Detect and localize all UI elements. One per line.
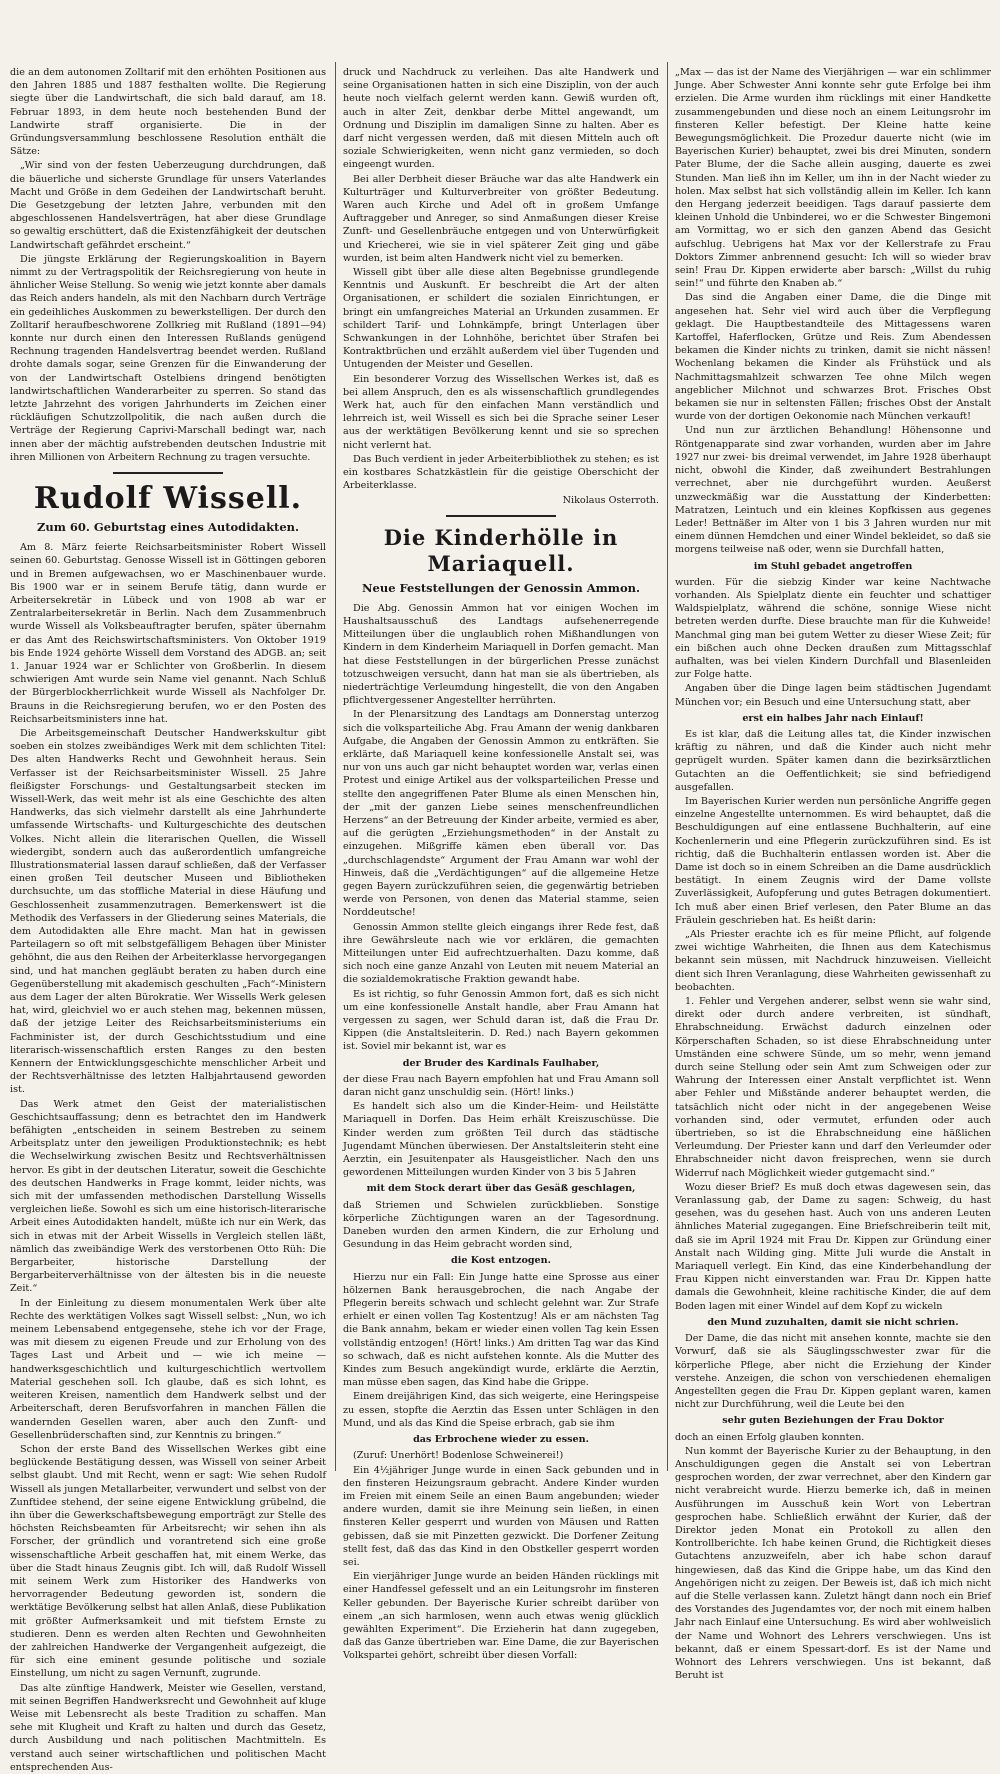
paragraph: Der Dame, die das nicht mit ansehen konnte, machte sie den Vorwurf, daß sie als Säuglingsschwester zwar für die körperliche Pflege, aber nicht die Erziehung der Kinder verstehe. Anzeigen, die schon von verschiedenen ehemaligen Angestellten gegen die Frau Dr. Kippen geplant waren, kamen nicht zur Durchführung, weil die Leute bei den bbox=[675, 1333, 991, 1411]
paragraph: Die Abg. Genossin Ammon hat vor einigen Wochen im Haushaltsausschuß des Landtags aufsehenerregende Mitteilungen über die unglaublich rohen Mißhandlungen von Kindern in dem Kinderheim Mariaquell in Dorfen gemacht. Man hat diese Feststellungen in der bürgerlichen Presse zunächst totzuschweigen versucht, dann hat man sie als übertrieben, als niederträchtige Verleumdung hingestellt, die von den Angaben pflichtvergessener Angestellter herrührten. bbox=[343, 602, 659, 707]
paragraph: Das Werk atmet den Geist der materialistischen Geschichtsauffassung; denn es betrachtet den im Handwerk befähigten „entscheiden in seinem Bestreben zu seinem Arbeitsplatz unter den jeweiligen Produktionstechnik; es hebt die Wechselwirkung zwischen Besitz und Rechtsverhältnissen hervor. Es gibt in der deutschen Literatur, soweit die Geschichte des deutschen Handwerks in Frage kommt, leider nichts, was sich mit der umfassenden methodischen Darstellung Wissells vergleichen ließe. Sowohl es sich um eine historisch-literarische Arbeit eines Autodidakten handelt, müßte ich nur ein Werk, das sich in etwas mit der Arbeit Wissells in Vergleich stellen läßt, nämlich das zweibändige Werk des verstorbenen Otto Rüh: Die Bergarbeiter, historische Darstellung der Bergarbeiterverhältnisse von der ältesten bis in die neueste Zeit.“ bbox=[10, 1098, 326, 1295]
paragraph: In der Plenarsitzung des Landtags am Donnerstag unterzog sich die volksparteiliche Abg. Frau Amann der wenig dankbaren Aufgabe, die Angaben der Genossin Ammon zu entkräften. Sie erklärte, daß Mariaquell keine konfessionelle Anstalt sei, was nur von uns auch gar nicht behauptet worden war, verlas einen Protest und einige Artikel aus der volksparteilichen Presse und stellte den angegriffenen Pater Blume als einen Menschen hin, der „mit der ganzen Liebe seines menschenfreundlichen Herzens“ an der Betreuung der Kinder arbeite, vermied es aber, auf die gerügten „Erziehungsmethoden“ in der Anstalt zu einzugehen. Mißgriffe kämen eben überall vor. Das „durchschlagendste“ Argument der Frau Amann war wohl der Hinweis, daß die „Verdächtigungen“ auf die allgemeine Hetze gegen Bayern zurückzuführen seien, die gegenwärtig betrieben werde von Personen, von denen das Material stamme, seien Norddeutsche! bbox=[343, 709, 659, 919]
paragraph: Ein 4½jähriger Junge wurde in einen Sack gebunden und in den finsteren Heizungsraum gebracht. Andere Kinder wurden im Freien mit einem Seile an einen Baum angebunden; wieder andere wurden, damit sie ihre Meinung sein ließen, in einen finsteren Keller gesperrt und wurden von Mäusen und Ratten gebissen, daß sie mit Pinzetten gezwickt. Die Dorfener Zeitung stellt fest, daß das das Kind in den Obstkeller gesperrt worden sei. bbox=[343, 1464, 659, 1568]
paragraph: „Als Priester erachte ich es für meine Pflicht, auf folgende zwei wichtige Wahrheiten, die Ihnen aus dem Katechismus bekannt sein müssen, mit Nachdruck hinzuweisen. Vielleicht dient sich Ihren Veranlagung, diese Wahrheiten gewissenhaft zu beobachten. bbox=[675, 929, 991, 993]
article-headline: Die Kinderhölle in Mariaquell. bbox=[383, 524, 619, 576]
divider bbox=[113, 472, 223, 474]
article-subheadline: Zum 60. Geburtstag eines Autodidakten. bbox=[36, 520, 300, 535]
paragraph: Die Arbeitsgemeinschaft Deutscher Handwerkskultur gibt soeben ein stolzes zweibändiges Werk mit dem schlichten Titel: Des alten Handwerks Recht und Gewohnheit heraus. Sein Verfasser ist der Reichsarbeitsminister Wissell. 25 Jahre fleißigster Forschungs- und Gestaltungsarbeit stecken im Wissell-Werk, das weit mehr ist als eine Geschichte des alten Handwerks, das sich vielmehr darstellt als eine Jahrhunderte umfassende Wirtschafts- und Kulturgeschichte des deutschen Volkes. Nicht allein die literarischen Quellen, die Wissell wiedergibt, sondern auch das außerordentlich umfangreiche Illustrationsmaterial lassen darauf schließen, daß der Verfasser einen großen Teil deutscher Museen und Bibliotheken durchsuchte, um das stoffliche Material in diese Häufung und Geschlossenheit zusammenzutragen. Bemerkenswert ist die Methodik des Verfassers in der Gliederung seines Materials, die dem Autodidakten alle Ehre macht. Man hat in gewissen Parteilagern so oft mit selbstgefälligem Behagen über Minister gehöhnt, die aus den Reihen der Arbeiterklasse hervorgegangen sind, und hat manchen gegläubt beraten zu haben durch eine Gegenüberstellung mit akademisch geschulten „Fach“-Ministern aus dem Lager der alten Bürokratie. Wer Wissells Werk gelesen hat, wird, gleichviel wo er auch stehen mag, bekennen müssen, daß der jetzige Leiter des Reichsarbeitsministeriums ein Fachminister ist, der durch Geschichtsstudium und eine literarisch-wissenschaftlich ersten Ranges zu den besten Kennern der Entwicklungsgeschichte menschlicher Arbeit und der Rechtsverhältnisse des letzten Halbjahrtausend geworden ist. bbox=[10, 727, 326, 1096]
paragraph: der diese Frau nach Bayern empfohlen hat und Frau Amann soll daran nicht ganz unschuldig sein. (Hört! links.) bbox=[343, 1073, 659, 1099]
column-rule-2 bbox=[667, 62, 668, 1471]
paragraph: die an dem autonomen Zolltarif mit den erhöhten Positionen aus den Jahren 1885 und 1887 festhalten wollte. Die Regierung siegte über die Landwirtschaft, die sich bald darauf, am 18. Februar 1893, in dem heute noch bestehenden Bund der Landwirte straff organisierte. Die in der Gründungsversammlung beschlossene Resolution enthält die Sätze: bbox=[10, 67, 326, 158]
paragraph: 1. Fehler und Vergehen anderer, selbst wenn sie wahr sind, direkt oder durch andere verbreiten, ist sündhaft, Ehrabschneidung. Erwächst dadurch einzelnen oder Körperschaften Schaden, so ist diese Ehrabschneidung unter Umständen eine schwere Sünde, um so mehr, wenn jemand durch seine Stellung oder sein Amt zum Schweigen oder zur Wahrung der Interessen einer Anstalt verpflichtet ist. Wenn aber Fehler und Mißstände anderer behauptet werden, die tatsächlich nicht oder nicht in der angegebenen Weise vorhanden sind, oder vermutet, erfunden oder auch übertrieben, so ist die Ehrabschneidung eine häßlichen Verleumdung. Der Priester kann und darf den Verleumder oder Ehrabschneider nicht davon freisprechen, wenn sie durch Widerruf nach Möglichkeit wieder gutgemacht sind.“ bbox=[675, 996, 991, 1179]
paragraph: Genossin Ammon stellte gleich eingangs ihrer Rede fest, daß ihre Gewährsleute nach wie vor erklären, die gemachten Mitteilungen unter Eid aufrechtzuerhalten. Dazu komme, daß sich noch eine ganze Anzahl von Leuten mit neuem Material an die sozialdemokratische Fraktion gewandt habe. bbox=[343, 921, 659, 986]
paragraph: Das alte zünftige Handwerk, Meister wie Gesellen, verstand, mit seinen Begriffen Handwerksrecht und Gewohnheit auf kluge Weise mit Lebensrecht als beste Tradition zu schaffen. Man sehe mit Klugheit und Kraft zu halten und durch das Gesetz, durch Ausbildung und nach politischen Machtmitteln. Es verstand auch seiner wirtschaftlichen und politischen Macht entsprechenden Aus- bbox=[10, 1682, 326, 1773]
article-headline: Rudolf Wissell. bbox=[33, 481, 303, 517]
paragraph: Es ist richtig, so fuhr Genossin Ammon fort, daß es sich nicht um eine konfessionelle Anstalt handle, aber Frau Amann hat vergessen zu sagen, wer Schuld daran ist, daß die Frau Dr. Kippen (die Anstaltsleiterin. D. Red.) nach Bayern gekommen ist. Soviel mir bekannt ist, war es bbox=[343, 988, 659, 1053]
paragraph: druck und Nachdruck zu verleihen. Das alte Handwerk und seine Organisationen hatten in sich eine Disziplin, von der auch heute noch vielfach gelernt werden kann. Gewiß wurden oft, auch in alter Zeit, denkbar derbe Mittel angewandt, um Ordnung und Disziplin im damaligen Sinne zu halten. Aber es darf nicht vergessen werden, daß mit diesen Mitteln auch oft soziale Schwierigkeiten, wenn nicht ganz vermieden, so doch eingeengt wurden. bbox=[343, 67, 659, 171]
paragraph: Das sind die Angaben einer Dame, die die Dinge mit angesehen hat. Sehr viel wird auch über die Verpflegung geklagt. Die Hauptbestandteile des Mittagessens waren Kartoffel, Haferflocken, Grütze und Reis. Zum Abendessen bekamen die Kinder nichts zu trinken, damit sie nicht nässen! Wochenlang bekamen die Kinder als Frühstück und als Nachmittagsmahlzeit schwarzen Tee ohne Milch wegen angeblicher Milchnot und schwarzes Brot. Frisches Obst bekamen sie nur in seltensten Fällen; frisches Obst der Anstalt wurde von der dortigen Oekonomie nach München verkauft! bbox=[675, 292, 991, 423]
paragraph: Wozu dieser Brief? Es muß doch etwas dagewesen sein, das Veranlassung gab, der Dame zu sagen: Schweig, du hast gesehen, was du gesehen hast. Auch von uns anderen Leuten ähnliches Material zugegangen. Eine Briefschreiberin teilt mit, daß sie im April 1924 mit Frau Dr. Kippen zur Gründung einer Anstalt nach Wilding ging. Mitte Juli wurde die Anstalt in Mariaquell verlegt. Ein Kind, das eine Kinderbehandlung der Frau Kippen nicht einverstanden war. Frau Dr. Kippen hatte damals die Gewohnheit, kleine rachitische Kinder, die auf dem Boden lagen mit einer Windel auf dem Kopf zu wickeln bbox=[675, 1181, 991, 1312]
paragraph: Wissell gibt über alle diese alten Begebnisse grundlegende Kenntnis und Auskunft. Er beschreibt die Art der alten Organisationen, er schildert die sozialen Einrichtungen, er bringt ein umfangreiches Material an Urkunden zusammen. Er schildert Tarif- und Lohnkämpfe, bringt Unterlagen über Schwankungen in der Lohnhöhe, berichtet über Strafen bei Kontraktbrüchen und erzählt außerdem viel über Tugenden und Untugenden der Meister und Gesellen. bbox=[343, 267, 659, 371]
divider bbox=[446, 515, 556, 517]
paragraph: „Max — das ist der Name des Vierjährigen — war ein schlimmer Junge. Aber Schwester Anni konnte sehr gute Erfolge bei ihm erzielen. Die Arme wurden ihm rücklings mit einer Handkette zusammengebunden und diese noch an einem Leitungsrohr im finsteren Keller befestigt. Der Kleine hatte keine Bewegungsmöglichkeit. Die Prozedur dauerte nicht (wie im Bayerischen Kurier) behauptet, zwei bis drei Minuten, sondern Pater Blume, der die Sache allein ausging, dauerte es zwei Stunden. Man ließ ihn im Keller, um ihn in der Nacht wieder zu holen. Max selbst hat sich vollständig allein im Keller. Ich kann den Hergang jederzeit beeidigen. Tags darauf passierte dem kleinen Unhold die Unbinderei, wo er die Schwester Bingemoni am Vormittag, wo er sich den ganzen Abend das Gesicht aufschlug. Uebrigens hat Max vor der Kellerstrafe zu Frau Doktors Zimmer anbrennend gesucht: Ich will so wieder brav sein! Frau Dr. Kippen erwiderte aber barsch: „Willst du ruhig sein!“ und führte den Knaben ab.“ bbox=[675, 67, 991, 290]
paragraph: Ein besonderer Vorzug des Wissellschen Werkes ist, daß es bei allem Anspruch, den es als wissenschaftlich grundlegendes Werk hat, auch für den einfachen Mann verständlich und lehrreich ist, weil Wissell es sich bei die Sprache seiner Leser aus der werktätigen Bevölkerung kennt und sie so sprechen nicht verlernt hat. bbox=[343, 373, 659, 451]
column-3 bbox=[675, 66, 992, 1682]
emphasis-line: erst ein halbes Jahr nach Einlauf! bbox=[742, 712, 924, 724]
paragraph: doch an einen Erfolg glauben konnten. bbox=[675, 1431, 865, 1443]
paragraph: daß Striemen und Schwielen zurückblieben. Sonstige körperliche Züchtigungen waren an der Tagesordnung. Daneben wurden den armen Kindern, die zur Erholung und Gesundung in das Heim gebracht worden sind, bbox=[343, 1199, 659, 1251]
paragraph: „Wir sind von der festen Ueberzeugung durchdrungen, daß die bäuerliche und sicherste Grundlage für unsers Vaterlandes Macht und Größe in dem Gedeihen der Landwirtschaft beruht. Die Gesetzgebung der letzten Jahre, verbunden mit den abgeschlossenen Handelsverträgen, hat aber diese Grundlage so gewaltig erschüttert, daß die Existenzfähigkeit der deutschen Landwirtschaft gefährdet erscheint.“ bbox=[10, 160, 326, 251]
emphasis-line: die Kost entzogen. bbox=[451, 1255, 551, 1267]
paragraph: Einem dreijährigen Kind, das sich weigerte, eine Heringspeise zu essen, stopfte die Aerztin das Essen unter Schlägen in den Mund, und als das Kind die Speise erbrach, gab sie ihm bbox=[343, 1391, 659, 1429]
emphasis-line: der Bruder des Kardinals Faulhaber, bbox=[402, 1057, 600, 1069]
paragraph: Bei aller Derbheit dieser Bräuche war das alte Handwerk ein Kulturträger und Kulturverbreiter von größter Bedeutung. Waren auch Kirche und Adel oft in großem Umfange Auftraggeber und Anreger, so sind Anmaßungen dieser Kreise Zunft- und Gesellenbräuche entgegen und von Unterwürfigkeit und Kriecherei, wie sie in viel späterer Zeit ging und gäbe wurden, ist beim alten Handwerk nicht viel zu bemerken. bbox=[343, 173, 659, 264]
paragraph: wurden. Für die siebzig Kinder war keine Nachtwache vorhanden. Als Spielplatz diente ein feuchter und schattiger Waldspielplatz, während die schöne, sonnige Wiese nicht betreten werden durfte. Diese brauchte man für die Kuhweide! Manchmal ging man bei gutem Wetter zu dieser Wiese Zeit; für ein bißchen auch ohne Decken draußen zum Mittagsschlaf aufhalten, was bei vielen Kindern Durchfall und Blasenleiden zur Folge hatte. bbox=[675, 576, 991, 681]
paragraph: Hierzu nur ein Fall: Ein Junge hatte eine Sprosse aus einer hölzernen Bank herausgebrochen, die nach Angabe der Pflegerin bereits schwach und schlecht gelehnt war. Zur Strafe erhielt er einen vollen Tag Kostentzug! Als er am nächsten Tag die Bank annahm, bekam er wieder einen vollen Tag kein Essen vollständig entzogen! (Hört! links.) Am dritten Tag war das Kind so schwach, daß es nicht aufstehen konnte. Als die Mutter des Kindes zum Besuch angekündigt wurde, erklärte die Aerztin, man müsse eben sagen, das Kind habe die Grippe. bbox=[343, 1271, 659, 1389]
paragraph: Die jüngste Erklärung der Regierungskoalition in Bayern nimmt zu der Vertragspolitik der Reichsregierung von heute in ähnlicher Weise Stellung. So wenig wie jetzt konnte aber damals das Reich anders handeln, als mit den Nachbarn durch Verträge ein gedeihliches Auskommen zu bewerkstelligen. Der durch den Zolltarif heraufbeschworene Zollkrieg mit Rußland (1891—94) konnte nur durch einen den Interessen Rußlands genügend Rechnung tragenden Handelsvertrag beendet werden. Rußland drohte damals sogar, seine Grenzen für die Einwanderung der von der Landwirtschaft Ostelbiens dringend benötigten landwirtschaftlichen Wanderarbeiter zu sperren. So stand das letzte Jahrzehnt des vorigen Jahrhunderts im Zeichen einer rückläufigen Schutzzollpolitik, die nach außen durch die Verträge der Regierung Caprivi-Marschall bedingt war, nach innen aber der mächtig aufstrebenden deutschen Industrie mit ihren Millionen von Arbeitern Rechnung zu tragen versuchte. bbox=[10, 253, 326, 463]
emphasis-line: mit dem Stock derart über das Gesäß geschlagen, bbox=[366, 1183, 636, 1195]
paragraph: Im Bayerischen Kurier werden nun persönliche Angriffe gegen einzelne Angestellte unternommen. Es wird behauptet, daß die Beschuldigungen auf eine entlassene Buchhalterin, auf eine Kochenlernerin und eine Pflegerin zurückzuführen sind. Es ist richtig, daß die Buchhalterin entlassen worden ist. Aber die Dame ist doch so in einem Schreiben an die Dame ausdrücklich bestätigt. In einem Zeugnis wird der Dame vollste Zuverlässigkeit, Aufopferung und gutes Betragen dokumentiert. Ich muß aber einen Brief verlesen, den Pater Blume an das Fräulein geschrieben hat. Es heißt darin: bbox=[675, 795, 992, 926]
paragraph: Das Buch verdient in jeder Arbeiterbibliothek zu stehen; es ist ein kostbares Schatzkästlein für die geistige Oberschicht der Arbeiterklasse. bbox=[343, 453, 659, 492]
emphasis-line: im Stuhl gebadet angetroffen bbox=[753, 560, 913, 572]
paragraph: In der Einleitung zu diesem monumentalen Werk über alte Rechte des werktätigen Volkes sagt Wissell selbst: „Nun, wo ich meinem Lebensabend entgegensehe, stehe ich vor der Frage, was mit diesem zu eigenen Freude und zur Erholung von des Tages Last und Arbeit und — wie ich meine — handwerksgeschichtlich und kulturgeschichtlich wertvollem Material geschehen soll. Ich glaube, daß es sich lohnt, es weiteren Kreisen, namentlich dem Handwerk selbst und der Arbeiterschaft, deren Berufsvorfahren in manchen Fällen die wandernden Gesellen waren, aber auch den Zunft- und Gesellenbrüderschaften sind, zur Kenntnis zu bringen.“ bbox=[10, 1297, 326, 1441]
emphasis-line: das Erbrochene wieder zu essen. bbox=[413, 1434, 589, 1446]
paragraph: Angaben über die Dinge lagen beim städtischen Jugendamt München vor; ein Besuch und eine Untersuchung statt, aber bbox=[675, 683, 991, 708]
column-rule-1 bbox=[335, 62, 336, 1471]
paragraph: Ein vierjähriger Junge wurde an beiden Händen rücklings mit einer Handfessel gefesselt und an ein Leitungsrohr im finsteren Keller gebunden. Der Bayerische Kurier schreibt darüber von einem „an sich harmlosen, wenn auch etwas wenig glücklich gewählten Experiment“. Die Erzieherin hat dann zugegeben, daß das Ganze übertrieben war. Eine Dame, die zur Bayerischen Volkspartei gehört, schreibt über diesen Vorfall: bbox=[343, 1571, 659, 1662]
signature: Nikolaus Osterroth. bbox=[562, 494, 659, 506]
paragraph: Es ist klar, daß die Leitung alles tat, die Kinder inzwischen kräftig zu nähren, und daß die Kinder auch nicht mehr geprügelt wurden. Später kamen dann die bezirksärztlichen Gutachten an die Oeffentlichkeit; sie sind befriedigend ausgefallen. bbox=[675, 728, 991, 793]
paragraph: Es handelt sich also um die Kinder-Heim- und Heilstätte Mariaquell in Dorfen. Das Heim erhält Kreiszuschüsse. Die Kinder werden zum größten Teil durch das städtische Jugendamt München überwiesen. Der Anstaltsleiterin steht eine Aerztin, ein Jesuitenpater als Hausgeistlicher. Nach den uns gewordenen Mitteilungen wurden Kinder von 3 bis 5 Jahren bbox=[343, 1101, 659, 1179]
column-2 bbox=[343, 66, 659, 1662]
paragraph: Schon der erste Band des Wissellschen Werkes gibt eine beglückende Bestätigung dessen, was Wissell von seiner Arbeit selbst glaubt. Und mit Recht, wenn er sagt: Wie sehen Rudolf Wissell als jungen Metallarbeiter, verwundert und selbst von der Zunftidee stehend, der seine eigene Entwicklung grübelnd, die ihn über die Gewerkschaftsbewegung emporträgt zur Stelle des höchsten Reichsbeamten für Arbeitsrecht; wir sehen ihn als Forscher, der gründlich und vorantretend sich eine große wissenschaftliche Arbeit geschaffen hat, mit einem Werke, das über die Stadt hinaus Zeugnis gibt. Ich will, daß Rudolf Wissell mit seinem Werk zum Historiker des Handwerks von hervorragender Bedeutung geworden ist, sondern die werktätige Bevölkerung selbst hat allen Anlaß, diese Publikation mit größter Aufmerksamkeit und mit tiefstem Ernste zu studieren. Denn es werden alten Rechten und Gewohnheiten der zahlreichen Handwerke der Vergangenheit aufgezeigt, die für sich eine eminent gesunde politische und soziale Einstellung, um nicht zu sagen Vernunft, zugrunde. bbox=[10, 1443, 326, 1680]
paragraph: (Zuruf: Unerhört! Bodenlose Schweinerei!) bbox=[353, 1450, 564, 1462]
paragraph: Am 8. März feierte Reichsarbeitsminister Robert Wissell seinen 60. Geburtstag. Genosse Wissell ist in Göttingen geboren und in Bremen aufgewachsen, wo er Maschinenbauer wurde. Bis 1900 war er in seinem Berufe tätig, dann wurde er Arbeitersekretär in Lübeck und von 1908 ab war er Zentralarbeitersekretär in Berlin. Nach dem Zusammenbruch wurde Wissell als Volksbeauftragter berufen, später übernahm er das Amt des Reichswirtschaftsministers. Von Oktober 1919 bis Ende 1924 gehörte Wissell dem Vorstand des ADGB. an; seit 1. Januar 1924 war er Schlichter von Großberlin. In diesem schwierigen Amt wurde sein Name viel genannt. Nach Schluß der Bürgerblockherrlichkeit wurde Wissell als Nachfolger Dr. Brauns in die Reichsregierung berufen, wo er den Posten des Reichsarbeitsministers inne hat. bbox=[10, 542, 326, 725]
paragraph: Und nun zur ärztlichen Behandlung! Höhensonne und Röntgenapparate sind zwar vorhanden, wurden aber im Jahre 1927 nur zwei- bis dreimal verwendet, im Jahre 1928 überhaupt nicht, obwohl die Kinder, daß zweihundert Bestrahlungen verrechnet, aber nie durchgeführt wurden. Aeußerst unzweckmäßig war die Ausstattung der Kinderbetten: Matratzen, Leintuch und ein kleines Kopfkissen aus gegenes Leder! Bettnäßer im Alter von 1 bis 3 Jahren wurden nur mit einem dünnen Hemdchen und einer Windel bekleidet, so daß sie morgens teilweise naß oder, wenn sie Durchfall hatten, bbox=[675, 425, 991, 556]
paragraph: Nun kommt der Bayerische Kurier zu der Behauptung, in den Anschuldigungen gegen die Anstalt sei von Lebertran gesprochen worden, der zwar verrechnet, aber den Kindern gar nicht verabreicht wurde. Hierzu bemerke ich, daß in meinen Ausführungen im Ausschuß kein Wort von Lebertran gesprochen habe. Schließlich erwähnt der Kurier, daß der Direktor jeden Monat ein Protokoll zu allen den Kontrollberichte. Ich habe keinen Grund, die Richtigkeit dieses Gutachtens anzuzweifeln, aber ich habe schon darauf hingewiesen, daß das Kind die Grippe habe, um das Kind den Angehörigen nicht zu zeigen. Der Beweis ist, daß ich mich nicht auf die Stelle verlassen kann. Zuletzt hängt dann noch ein Brief des Vorstandes des Jugendamtes vor, der noch mit einem halben Jahr nach Einlauf eine Untersuchung. Es wird aber wohlweislich der Name und Wohnort des Lehrers verschwiegen. Uns ist bekannt, daß er einem Spessart-dorf. Es ist der Name und Wohnort des Lehrers verschwiegen. Uns ist bekannt, daß Beruht ist bbox=[675, 1445, 991, 1682]
column-1 bbox=[10, 66, 326, 1773]
article-subheadline: Neue Feststellungen der Genossin Ammon. bbox=[362, 580, 640, 595]
emphasis-line: den Mund zuzuhalten, damit sie nicht schrien. bbox=[707, 1316, 959, 1328]
emphasis-line: sehr guten Beziehungen der Frau Doktor bbox=[722, 1415, 944, 1427]
